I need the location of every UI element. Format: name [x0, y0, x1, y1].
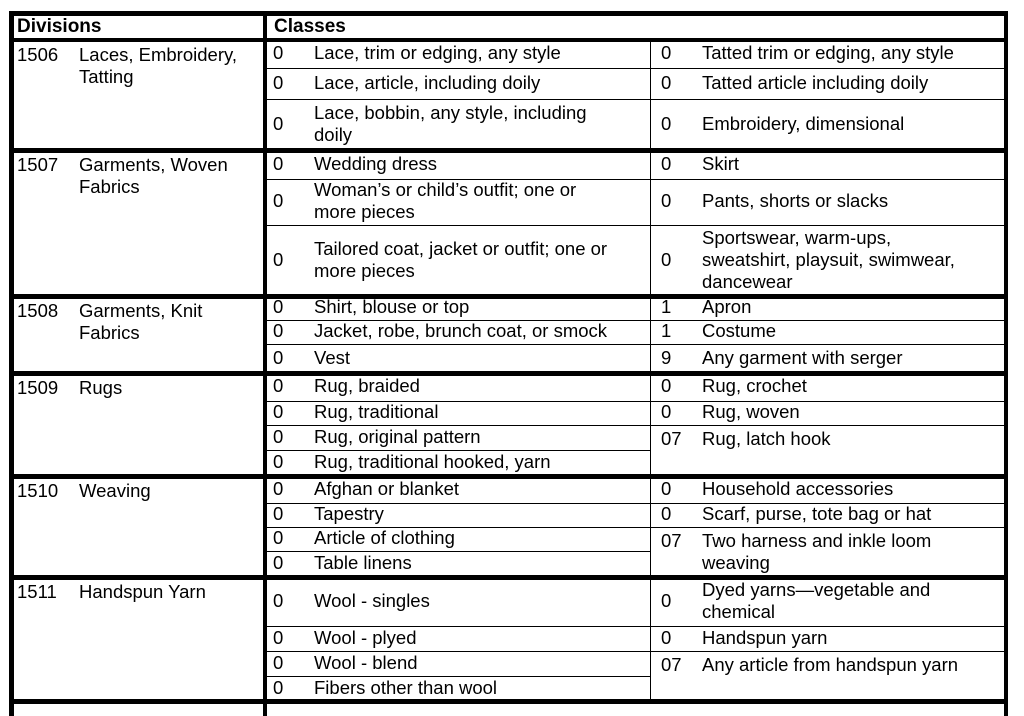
class-code: 0 — [273, 190, 284, 211]
division-code: 1510 — [17, 480, 59, 501]
class-code: 0 — [273, 626, 284, 648]
class-code: 0 — [273, 346, 284, 368]
class-label: Wool - plyed — [314, 626, 417, 648]
class-code: 9 — [661, 346, 672, 368]
class-code: 0 — [273, 152, 284, 174]
row-divider — [263, 99, 651, 100]
class-code: 0 — [273, 552, 284, 573]
division-divider — [9, 148, 1008, 153]
class-code: 0 — [273, 112, 284, 134]
class-label: Tailored coat, jacket or outfit; one or — [314, 237, 608, 259]
class-label: Rug, traditional hooked, yarn — [314, 451, 551, 472]
class-code: 0 — [273, 425, 284, 447]
class-code: 0 — [661, 190, 672, 211]
class-label: Lace, article, including doily — [314, 71, 541, 93]
class-label: sweatshirt, playsuit, swimwear, — [702, 248, 955, 270]
classes-column-divider — [650, 296, 651, 373]
class-label: Rug, woven — [702, 401, 800, 422]
division-name: Handspun Yarn — [79, 581, 206, 602]
class-label: Apron — [702, 296, 752, 317]
division-divider — [9, 294, 1008, 299]
class-code: 0 — [273, 42, 284, 63]
division-name: Tatting — [79, 66, 134, 87]
row-divider — [650, 651, 1008, 652]
class-label: Table linens — [314, 552, 412, 573]
class-label: Rug, braided — [314, 375, 420, 396]
class-code: 0 — [273, 451, 284, 472]
class-code: 0 — [661, 112, 672, 134]
class-code: 0 — [273, 589, 284, 611]
table-top-border — [9, 11, 1008, 16]
class-label: Woman’s or child’s outfit; one or — [314, 179, 577, 200]
class-label: chemical — [702, 600, 775, 622]
class-label: Two harness and inkle loom — [702, 530, 932, 551]
row-divider — [263, 68, 651, 69]
class-code: 0 — [273, 375, 284, 396]
division-name: Laces, Embroidery, — [79, 44, 237, 65]
class-label: Skirt — [702, 152, 739, 174]
class-label: Wool - blend — [314, 651, 418, 673]
class-code: 0 — [273, 401, 284, 422]
division-code: 1506 — [17, 44, 59, 65]
row-divider — [650, 527, 1008, 528]
class-label: Afghan or blanket — [314, 477, 460, 499]
division-code: 1511 — [17, 581, 57, 602]
classes-column-divider — [650, 150, 651, 296]
class-code: 0 — [273, 651, 284, 673]
class-label: Rug, original pattern — [314, 425, 481, 447]
header-classes: Classes — [274, 16, 346, 37]
class-label: more pieces — [314, 259, 415, 281]
class-code: 0 — [661, 626, 672, 648]
class-label: Lace, bobbin, any style, including — [314, 101, 587, 123]
row-divider — [263, 344, 651, 345]
class-label: Wool - singles — [314, 589, 430, 611]
class-code: 0 — [661, 401, 672, 422]
class-code: 0 — [661, 152, 672, 174]
class-label: Tatted trim or edging, any style — [702, 42, 954, 63]
divisions-column-divider — [263, 11, 267, 716]
division-name: Fabrics — [79, 322, 140, 343]
class-code: 07 — [661, 428, 682, 449]
row-divider — [650, 99, 1008, 100]
class-label: Tapestry — [314, 503, 384, 524]
class-label: Vest — [314, 346, 350, 368]
row-divider — [650, 344, 1008, 345]
class-code: 0 — [273, 248, 284, 270]
class-code: 0 — [661, 477, 672, 499]
class-label: Handspun yarn — [702, 626, 828, 648]
division-name: Weaving — [79, 480, 151, 501]
class-label: doily — [314, 123, 353, 145]
division-code: 1508 — [17, 300, 59, 321]
class-label: Any article from handspun yarn — [702, 654, 959, 675]
class-label: Sportswear, warm-ups, — [702, 226, 892, 248]
division-name: Garments, Woven — [79, 154, 228, 175]
class-label: weaving — [702, 552, 770, 573]
class-label: Shirt, blouse or top — [314, 296, 470, 317]
class-code: 0 — [273, 296, 284, 317]
class-label: Jacket, robe, brunch coat, or smock — [314, 320, 608, 341]
class-label: Fibers other than wool — [314, 676, 498, 698]
table-left-border — [9, 11, 14, 716]
class-code: 07 — [661, 530, 682, 551]
class-code: 0 — [273, 320, 284, 341]
class-code: 1 — [661, 320, 672, 341]
class-label: Embroidery, dimensional — [702, 112, 905, 134]
class-label: Rug, crochet — [702, 375, 807, 396]
row-divider — [263, 225, 651, 226]
row-divider — [650, 179, 1008, 180]
row-divider — [650, 68, 1008, 69]
class-label: Household accessories — [702, 477, 894, 499]
class-label: Dyed yarns—vegetable and — [702, 578, 931, 600]
class-table — [9, 11, 1008, 716]
class-code: 0 — [661, 42, 672, 63]
class-code: 07 — [661, 654, 682, 675]
division-code: 1507 — [17, 154, 59, 175]
class-code: 0 — [273, 527, 284, 548]
class-label: Wedding dress — [314, 152, 438, 174]
table-right-border — [1004, 11, 1008, 716]
class-code: 0 — [661, 248, 672, 270]
division-divider — [9, 371, 1008, 376]
class-code: 1 — [661, 296, 672, 317]
class-label: dancewear — [702, 270, 793, 292]
class-label: more pieces — [314, 201, 415, 222]
class-code: 0 — [661, 503, 672, 524]
classes-column-divider — [650, 40, 651, 150]
class-label: Tatted article including doily — [702, 71, 929, 93]
class-code: 0 — [273, 71, 284, 93]
row-divider — [650, 425, 1008, 426]
class-label: Rug, traditional — [314, 401, 439, 422]
class-code: 0 — [661, 375, 672, 396]
classes-column-divider — [650, 577, 651, 701]
class-label: Rug, latch hook — [702, 428, 831, 449]
division-name: Rugs — [79, 377, 123, 398]
division-name: Fabrics — [79, 176, 140, 197]
header-divisions: Divisions — [17, 16, 102, 37]
class-label: Pants, shorts or slacks — [702, 190, 889, 211]
class-code: 0 — [273, 477, 284, 499]
class-label: Scarf, purse, tote bag or hat — [702, 503, 932, 524]
class-label: Any garment with serger — [702, 346, 903, 368]
division-divider — [9, 699, 1008, 704]
class-label: Lace, trim or edging, any style — [314, 42, 561, 63]
class-code: 0 — [273, 503, 284, 524]
class-code: 0 — [661, 71, 672, 93]
class-label: Costume — [702, 320, 777, 341]
class-label: Article of clothing — [314, 527, 455, 548]
division-name: Garments, Knit — [79, 300, 203, 321]
class-code: 0 — [273, 676, 284, 698]
division-code: 1509 — [17, 377, 59, 398]
class-code: 0 — [661, 589, 672, 611]
